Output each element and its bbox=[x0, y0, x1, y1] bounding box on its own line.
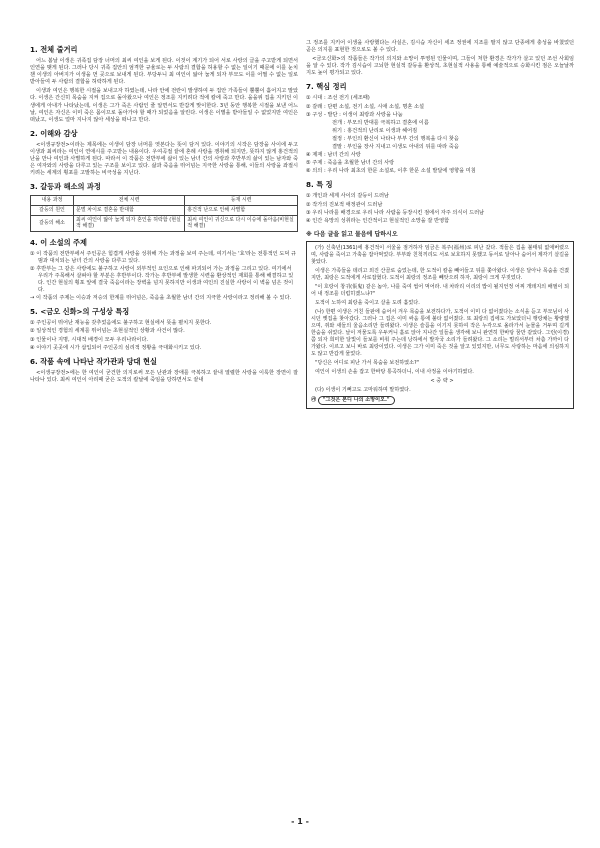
conflict-table bbox=[30, 195, 298, 231]
list-item: ① 주인공이 뛰어난 재능을 갖추었음에도 불구하고 현실에서 뜻을 펼치지 못한다. bbox=[30, 320, 212, 327]
omission-marker: < 중 략 > bbox=[430, 377, 454, 384]
list-item: ① 시대 : 조선 전기 (세조때) bbox=[306, 95, 370, 102]
question-marker: ㉮ bbox=[311, 396, 317, 403]
table-row-label: 갈등의 원인 bbox=[31, 205, 74, 215]
table-row bbox=[31, 205, 298, 215]
passage-paragraph: "이 호랑이 창귀(倀鬼) 같은 놈아, 나를 죽여 씹어 먹어라. 내 차라리 이리의 밥이 될지언정 어찌 개돼지의 배필이 되어 내 정조를 더럽히겠느냐?" bbox=[311, 283, 569, 297]
plot-structure bbox=[306, 120, 574, 151]
page-number: - 1 - bbox=[291, 817, 309, 826]
list-item: ④ 인간 욕망의 성취라는 인간적이고 현실적인 소망을 잘 반영함 bbox=[306, 217, 450, 224]
table-header-cell: 등재 시련 bbox=[185, 196, 298, 206]
passage-paragraph: (나) 한편 이생은 거친 들판에 숨어서 겨우 목숨을 보전하다가, 도적이 이미 다 없어졌다는 소식을 듣고 부모님이 사시던 옛집을 찾아갔다. 그러나 그 집은 이미 싸움 통에 불타 없어졌다. 또 최랑의 집에도 가보았더니 행랑채는 황량했으며, 쥐와 새들의 울음소리만 들려왔다. 이생은 슬픔을 이기지 못하여 작은 누각으로 올라가서 눈물을 거두며 길게 한숨을 쉬었다. 날이 저물도록 우두커니 홀로 앉아 지나간 일들을 생각해 보니 완연히 한바탕 꿈만 같았다. 그런(이경)쯤 되자 희미한 달빛이 들보를 비춰 주는데 낭하에서 발자국 소리가 들려왔다. 그 소리는 멀리서부터 차츰 가까이 다가왔다. 이르고 보니 바로 최랑이었다. 이생은 그가 이미 죽은 것을 알고 있었지만, 너무도 사랑하는 마음에 의심하지도 않고 반갑게 물었다. bbox=[311, 308, 569, 357]
paragraph: <금오신화>의 작품들은 작가의 의지와 소망이 투영된 인물이며, 그들이 처한 환경은 작가가 살고 있던 조선 사회임을 알 수 있다. 작가 김시습이 고뇌한 현실적 갈등을 환상적, 초현실적 사용을 통해 예술적으로 승화시킨 점은 오늘날까지도 높이 평가되고 있다. bbox=[306, 56, 574, 77]
paragraph: <이생규장전>에는 한 여인이 굳건한 의지로써 모든 난관과 장애를 극복하고 끝내 열렬한 사랑을 이룩한 장면이 잘 나타나 있다. 최씨 여인이 아리때 굳은 도적의 칼날에 죽임을 당하면서도 끝내 bbox=[30, 369, 298, 383]
feature-list bbox=[30, 320, 298, 351]
structure-stage: 위기 : 홍건적의 난리로 이생과 헤어짐 bbox=[332, 127, 418, 134]
table-cell: 최씨 여인이 앓아 눕게 되자 혼인을 허락함 (현실적 해결) bbox=[74, 215, 185, 231]
question-line bbox=[311, 396, 569, 405]
list-item: ② 작가의 진보적 애정관이 드러남 bbox=[306, 201, 383, 208]
paragraph: 어느 봄날 이생은 귀족집 담장 너머의 최씨 여인을 보게 된다. 이것이 계기가 되어 서로 사랑의 글을 주고받게 되면서 인연을 맺게 된다. 그러나 당시 귀족 집안의 엄격한 규율로는 두 사람의 결합을 허용할 수 없는 일이기 때문에 이를 눈치챈 이생의 아버지가 이생을 먼 곳으로 보내게 된다. 부당두니 최 여인이 앓아 눕게 되자 부모도 이를 어쩔 수 없는 일로 받아들여 두 사람의 결합을 허락하게 된다. bbox=[30, 58, 298, 86]
list-item: ② 일상적인 경험의 세계를 뛰어넘는 초현실적인 상황과 사건이 많다. bbox=[30, 328, 185, 335]
section-title: 5. <금오 신화>의 구성상 특징 bbox=[30, 307, 130, 317]
list-item: ④ 제재 : 남녀 간의 사랑 bbox=[306, 152, 361, 159]
passage-paragraph: 이생은 가족들을 데리고 외진 산골로 숨었는데, 한 도적이 칼을 빼어들고 뒤를 쫓아왔다. 이생은 달아나 목숨을 건졌지만, 최랑은 도적에게 사로잡혔다. 도적이 최랑의 정조를 빼앗으려 하자, 최랑이 크게 꾸짖었다. bbox=[311, 267, 569, 281]
answer-box: "그것은 본디 나의 소망이오." bbox=[318, 396, 395, 405]
structure-stage: 전개 : 부모의 반대를 극복하고 결혼에 이름 bbox=[332, 119, 429, 126]
passage-paragraph: "당신은 어디로 피난 가서 목숨을 보전하였소?" bbox=[315, 359, 420, 366]
passage-paragraph: 도적이 노하여 최랑을 죽이고 살을 도려 흩었다. bbox=[315, 299, 420, 306]
structure-stage: 절정 : 부인의 환신이 나타나 부부 간의 행복을 다시 찾음 bbox=[332, 135, 459, 142]
section-title: 3. 갈등과 해소의 과정 bbox=[30, 182, 101, 192]
summary-list-continued bbox=[306, 152, 574, 175]
list-item: ② 후반부는 그 같은 사랑에도 불구하고 사랑이 외부적인 요인으로 인해 파괴되어 가는 과정을 그리고 있다. 여기에서 우리가 주목해서 살펴야 할 부분은 후반부이다. 작가는 후반부에 발생한 시련을 환상적인 재회를 통해 해결하고 있다. 인간 현실의 횡포 앞에 결국 죽음이라는 장벽을 넘지 못하지만 이생과 여인의 진실한 사랑이 이 벽을 넘은 것이다. bbox=[30, 265, 294, 294]
paragraph: 이생과 여인은 행복한 시절을 보내고자 하였는데, 나라 안에 전란이 발생하여 두 집안 가족들이 뿔뿔이 흩어지고 말았다. 이생은 간신히 목숨을 지켜 집으로 돌아왔으나 여인은 정조를 지키려다 적에 칼에 죽고 만다. 을을위 집을 지키던 이생에게 아내가 나타났는데, 이생은 그가 죽은 사람인 줄 알면서도 반갑게 맞이한다. 3년 동안 행복한 시절을 보낸 어느 날, 여인은 자신은 이미 죽은 몸이므로 돌아가야 할 때가 되었음을 알린다. 이생은 이별을 받아들일 수 없었지만 여인은 떠났고, 이생도 얼마 지나지 않아 세상을 떠나고 만다. bbox=[30, 88, 298, 123]
passage-paragraph: 여인이 이생의 손을 잡고 한바탕 통곡하더니, 이내 사정을 이야기하였다. bbox=[315, 368, 474, 375]
table-cell: 홍건적 난으로 인해 사별함 bbox=[185, 205, 298, 215]
list-item: ③ 인물이나 지명, 시대적 배경이 모두 우리나라이다. bbox=[30, 336, 149, 343]
characteristics-list bbox=[306, 193, 574, 224]
reading-passage-box bbox=[306, 241, 574, 409]
list-item: ① 이 작품의 전반부에서 주인공은 힘겹게 사랑을 성취해 가는 과정을 보여 주는데, 여기서는 '효'라는 전통적인 도덕 규범과 대치되는 남녀 간의 사랑을 다루고 있다. bbox=[30, 250, 297, 264]
table-row bbox=[31, 215, 298, 231]
list-item: ① 개인과 세계 사이의 갈등이 드러남 bbox=[306, 193, 390, 200]
list-item: ② 갈래 : 단편 소설, 전기 소설, 시애 소설, 명혼 소설 bbox=[306, 103, 425, 110]
section-title: 4. 이 소설의 주제 bbox=[30, 237, 87, 247]
structure-stage: 결말 : 부인을 장사 지내고 이생도 아내의 뒤를 따라 죽음 bbox=[332, 144, 459, 151]
table-header-cell: 전체 시련 bbox=[74, 196, 185, 206]
table-row-label: 갈등의 해소 bbox=[31, 215, 74, 231]
paragraph: <이생규장전>이라는 제목에는 이생이 담장 너머를 엿본다는 뜻이 담겨 있다. 이야기의 시작은 담장을 사이에 두고 이생과 최씨라는 여인이 연애시를 주고받는 내용이다. 우여곡절 끝에 혼례 사랑을 쟁취해 되지만, 뜻하지 않게 홍건적의 난을 만나 여인과 사별하게 된다. 따라서 이 작품은 전반부에 삶이 있는 남녀 간의 사랑과 후반부의 삶이 있는 남자와 죽은 여자와의 사랑을 다루고 있는 구조를 보이고 있다. 삶과 죽음을 뛰어넘는 지극한 사랑을 통해, 이들의 사랑을 좌절시키려는 세계의 횡포를 고발하는 비극성을 지닌다. bbox=[30, 141, 298, 177]
section-title: 6. 작품 속에 나타난 작가관과 당대 현실 bbox=[30, 356, 157, 366]
theme-list bbox=[30, 251, 298, 303]
list-item: ④ 이야기 곳곳에 시가 삽입되어 주인공의 심리적 정황을 극대화시키고 있다. bbox=[30, 344, 202, 351]
section-title: 7. 핵심 정리 bbox=[306, 82, 347, 92]
list-item: ⑥ 의의 : 우리 나라 최초의 한문 소설로, 이후 한문 소설 발달에 영향을 미침 bbox=[306, 168, 476, 175]
list-item: ③ 우리 나라를 배경으로 우리 나라 사람을 등장시킨 점에서 자주 의식이 드러남 bbox=[306, 209, 485, 216]
table-cell: 문벌 차이로 결혼을 반대함 bbox=[74, 205, 185, 215]
passage-paragraph: (다) 이생이 기뻐고도 고마워하며 말하였다. bbox=[315, 386, 411, 393]
table-corner-cell: 내용 과정 bbox=[31, 196, 74, 206]
section-title: 8. 특 징 bbox=[306, 180, 333, 190]
section-title: 1. 전체 줄거리 bbox=[30, 45, 78, 54]
exercise-instruction: ※ 다음 글을 읽고 물음에 답하시오 bbox=[306, 230, 398, 238]
section-title: 2. 이해와 감상 bbox=[30, 128, 78, 138]
list-item: ③ 구성 - 발단 : 이생이 최랑과 사랑을 나눔 bbox=[306, 111, 403, 118]
list-item: ⑤ 주제 : 죽음을 초월한 남녀 간의 사랑 bbox=[306, 160, 395, 167]
left-column bbox=[30, 40, 298, 386]
paragraph: 그 정조를 지키어 이생을 사랑했다는 사실은, 김시습 자신이 세조 정권에 지조를 팔지 않고 단종에게 충성을 바쳤었던 곧은 의지를 표현한 것으로도 볼 수 있다. bbox=[306, 40, 574, 54]
summary-list bbox=[306, 95, 574, 118]
table-header-row bbox=[31, 196, 298, 206]
passage-paragraph: (가) 신축년(1361)에 홍건적이 서울을 점거하자 임금은 복주(福州)로 피난 갔다. 적들은 집을 불태워 없애버렸으며, 사람을 죽이고 가축을 잡아먹었다. 부부와 친척끼리도 서로 보호하지 못했고 동서로 달아나 숨어서 제각기 살길을 찾았다. bbox=[311, 244, 569, 265]
table-cell: 최씨 여인이 귀신으로 다시 이승에 돌아옴(비현실적 해결) bbox=[185, 215, 298, 231]
right-column bbox=[306, 40, 574, 409]
list-item: → 이 작품의 주제는 이승과 저승의 한계를 뛰어넘은, 죽음을 초월한 남녀 간의 지극한 사랑이라고 정리해 볼 수 있다. bbox=[30, 295, 292, 302]
